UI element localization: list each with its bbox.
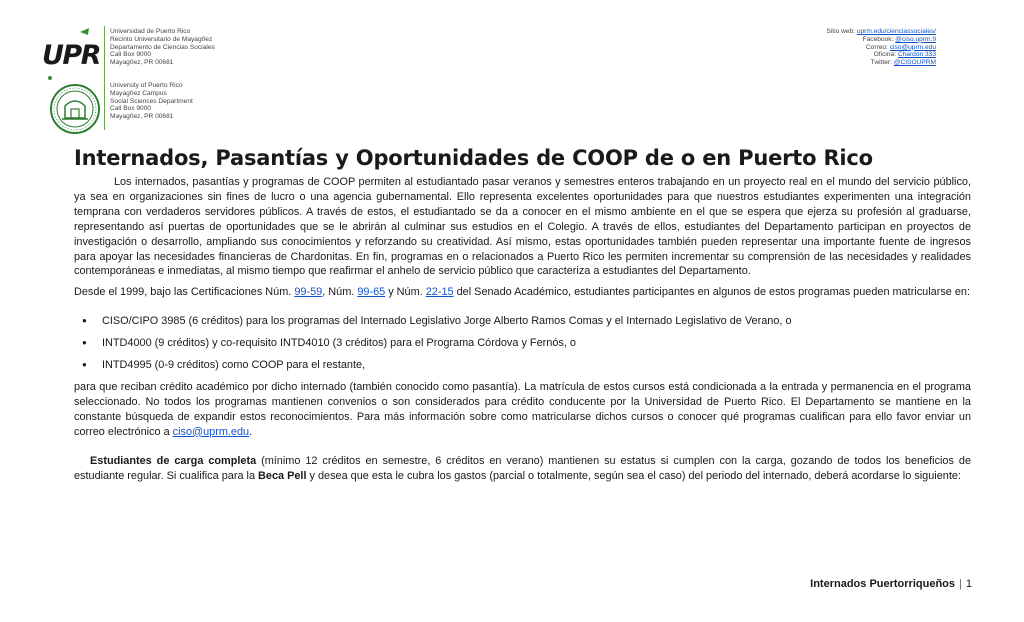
contact-website <box>826 28 936 36</box>
address-line: Recinto Universitario de Mayag0ez <box>110 35 213 43</box>
contact-facebook <box>826 36 936 44</box>
certification-link-99-65[interactable]: 99-65 <box>357 286 386 299</box>
text-run: y Núm. <box>385 286 426 299</box>
text-run: y desea que esta le cubra los gastos (parcial o totalmente, según sea el caso) del periodo del internado, deberá acordarse lo siguiente: <box>306 469 961 482</box>
address-line: University of Puerto Rico <box>110 82 183 89</box>
address-line: Universidad de Puerto Rico <box>110 28 191 35</box>
footer-separator: | <box>959 578 962 590</box>
twitter-link[interactable]: @CISOUPRM <box>893 59 936 67</box>
upr-logo <box>40 26 102 74</box>
website-link[interactable]: uprm.edu/cienciassociales/ <box>856 28 936 35</box>
document-body <box>74 175 971 483</box>
list-item: ● CISO/CIPO 3985 (6 créditos) para los programas del Internado Legislativo Jorge Alberto Ramos Comas y el Internado Legislativo de Verano, o <box>74 314 971 329</box>
address-line: Mayag0ez, PR 00681 <box>110 113 174 121</box>
footer-title: Internados Puertorriqueños <box>810 578 956 590</box>
facebook-link[interactable]: @ciso.uprm.9 <box>895 35 936 43</box>
contact-email-link[interactable]: ciso@uprm.edu <box>172 425 250 438</box>
contact-office <box>826 51 936 59</box>
certification-link-22-15[interactable]: 22-15 <box>425 286 454 299</box>
office-link[interactable]: Chardón 333 <box>897 51 936 59</box>
page-title: Internados, Pasantías y Oportunidades de COOP de o en Puerto Rico <box>74 146 873 170</box>
contact-label: Oficina: <box>873 51 898 59</box>
university-seal-icon <box>50 84 100 134</box>
address-line: Mayag0ez, PR 00681 <box>110 59 174 67</box>
contact-label: Correo: <box>865 43 890 51</box>
page-footer <box>810 578 972 590</box>
address-line: Departamento de Ciencias Sociales <box>110 43 215 51</box>
email-link[interactable]: ciso@uprm.edu <box>889 43 936 51</box>
text-run: (mínimo 12 créditos en semestre, 6 créditos en verano) mantienen su estatus si cumplen con la carga, gozando de todos los beneficios de estudiante regular. Si cualifica para la <box>74 454 971 482</box>
contact-email <box>826 44 936 52</box>
text-run: del Senado Académico, estudiantes participantes en algunos de estos programas pueden matricularse en: <box>453 286 971 299</box>
address-line: Call Box 9000 <box>110 105 152 113</box>
list-item: ● INTD4995 (0-9 créditos) como COOP para el restante, <box>74 358 971 373</box>
full-load-paragraph <box>74 454 971 484</box>
intro-paragraph: Los internados, pasantías y programas de COOP permiten al estudiantado pasar veranos y semestres enteros trabajando en un proyecto real en el mundo del servicio público, ya sea en organizaciones sin fines de lucro o una agencia gubernamental. Ello representa excelentes oportunidades para que nuestros estudiantes experimenten una integración temprana con verdaderos servidores públicos. A través de estos, el estudiantado se da a conocer en el mismo ambiente en el que se espera que ejerza su profesión al graduarse, representando así puertas de oportunidades que se le abrirán al culminar sus estudios en el Colegio. A través de ellos, estudiantes del Departamento participan en proyectos de investigación o desarrollo, ampliando sus conocimientos y reforzando su creatividad. Así mismo, estas oportunidades también pueden representar una importante fuente de ingresos para apoyar las necesidades financieras de Chardonitas. En fin, programas en o relacionados a Puerto Rico les permiten incrementar su comprensión de las necesidades y realidades contemporáneas e inmediatas, al mismo tiempo que reafirmar el anhelo de servicio público que caracteriza a estudiantes del Departamento. <box>74 176 971 278</box>
text-run: para que reciban crédito académico por dicho internado (también conocido como pasantía). La matrícula de estos cursos está condicionada a la entrada y permanencia en el programa seleccionado. No todos los programas mantienen convenios o son considerados para crédito conducente por la Universidad de Puerto Rico. El Departamento se mantiene en la constante búsqueda de expandir estos reconocimientos. Para más información sobre como matricularse dichos cursos o conocer qué programas cualifican para ello favor enviar un correo electrónico a <box>74 380 971 438</box>
letterhead-divider <box>104 26 105 130</box>
logo-area <box>40 26 102 74</box>
contact-label: Twitter: <box>870 59 894 67</box>
text-run: Desde el 1999, bajo las Certificaciones Núm. <box>74 286 295 299</box>
spanish-address <box>110 28 215 67</box>
bold-run: Beca Pell <box>258 469 307 482</box>
course-list <box>74 314 971 373</box>
page-number: 1 <box>965 578 972 590</box>
accent-dot <box>48 76 52 80</box>
contact-info <box>826 28 936 67</box>
address-line: Social Sciences Department <box>110 97 193 105</box>
contact-label: Sitio web: <box>826 28 857 35</box>
contact-label: Facebook: <box>862 35 896 43</box>
certification-link-99-59[interactable]: 99-59 <box>294 286 323 299</box>
text-run: . <box>249 425 253 438</box>
svg-text:UPR: UPR <box>42 40 101 71</box>
bold-run: Estudiantes de carga completa <box>90 454 257 467</box>
certification-paragraph <box>74 285 971 300</box>
address-line: Call Box 9000 <box>110 51 152 59</box>
contact-twitter <box>826 59 936 67</box>
enrollment-paragraph <box>74 380 971 440</box>
address-line: Mayag0ez Campus <box>110 89 167 97</box>
english-address <box>110 82 193 121</box>
text-run: , Núm. <box>322 286 358 299</box>
list-item: ● INTD4000 (9 créditos) y co-requisito INTD4010 (3 créditos) para el Programa Córdova y Fernós, o <box>74 336 971 351</box>
